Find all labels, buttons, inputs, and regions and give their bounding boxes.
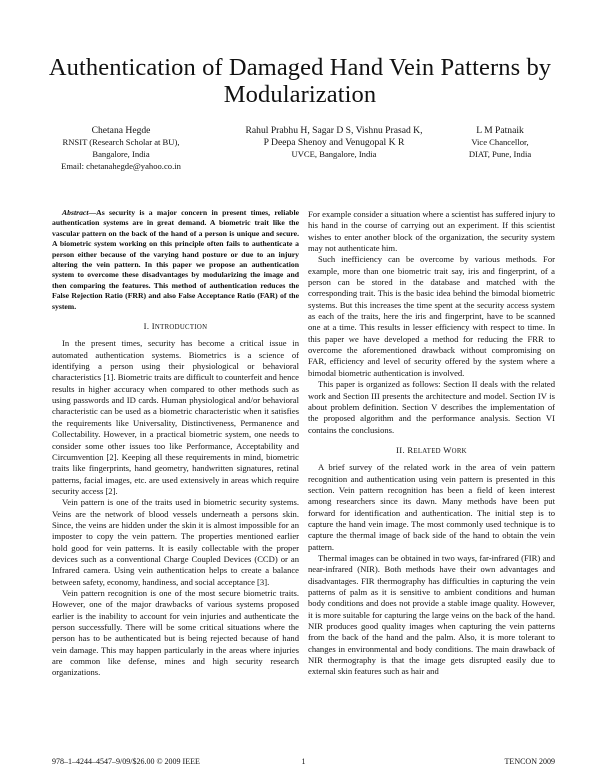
intro-paragraph-2: Vein pattern is one of the traits used in biometric security systems. Veins are the network of blood vessels underneath a persons skin. Since, the veins are hidden under the skin it is almost impossible for an imposter to copy the vein pattern. The properties mentioned earlier hold good for vein patterns. It is easily collectable with the proper devices such as a conventional Charge Coupled Devices (CCD) or an Infrared camera. Using vein authentication helps to create a balance between safety, economy, handiness, and social acceptance [3]. bbox=[52, 497, 299, 587]
author-block bbox=[0, 125, 600, 195]
author-1 bbox=[28, 125, 214, 173]
author-2-affiliation: UVCE, Bangalore, India bbox=[291, 149, 377, 160]
intro-paragraph-4: Such inefficiency can be overcome by various methods. For example, more than one biometric trait say, iris and fingerprint, of a person can be stored in the database and matched with the corresponding trait. This is the basic idea behind the bimodal biometric systems. But this increases the time spent at the security access system as each of the traits, here the iris and fingerprint, have to be scanned one at a time. This results in lesser efficiency with respect to time. In this paper we have developed a method for reducing the FRR to overcome the aforementioned drawback without compromising on FAR, efficiency and level of security offered by the system where a bimodal biometric authentication is involved. bbox=[308, 254, 555, 378]
author-2 bbox=[226, 125, 442, 161]
footer-copyright: 978–1–4244–4547–9/09/$26.00 © 2009 IEEE bbox=[52, 757, 200, 766]
related-paragraph-1: A brief survey of the related work in the area of vein pattern recognition and authentication using vein pattern is presented in this section. Vein pattern recognition has been a field of keen interest among researchers since its dawn. Many methods have been put forward for identification and authentication. The initial step is to capture the hand vein image. The most commonly used technique is to capture the thermal image of back side of the hand to obtain the vein pattern. bbox=[308, 462, 555, 552]
section-heading-related-work bbox=[308, 445, 555, 457]
left-column bbox=[52, 208, 299, 679]
intro-continuation: For example consider a situation where a scientist has suffered injury to his hand in the course of carrying out an experiment. If this scientist wishes to enter another block of the organization, the security system may not authenticate him. bbox=[308, 209, 555, 254]
abstract bbox=[52, 208, 299, 312]
section-2-number: II. bbox=[396, 444, 405, 455]
section-heading-introduction bbox=[52, 321, 299, 333]
author-2-names: Rahul Prabhu H, Sagar D S, Vishnu Prasad K, bbox=[245, 125, 423, 136]
author-3-title: Vice Chancellor, bbox=[471, 137, 529, 148]
author-2-names-cont: P Deepa Shenoy and Venugopal K R bbox=[263, 137, 405, 149]
section-2-rest-2: ORK bbox=[451, 447, 467, 455]
author-1-name: Chetana Hegde bbox=[91, 125, 151, 136]
intro-paragraph-1: In the present times, security has become a critical issue in automated authentication systems. Biometrics is a science of identifying a person using their physiological or behavioral characteristics [1]. Biometric traits are difficult to counterfeit and hence results in higher accuracy when compared to other methods such as using passwords and ID cards. Human physiological and/or behavioral characteristic can be used as a biometric characteristic when it satisfies the requirements like Universality, Distinctiveness, Permanence and Collectability. However, in a practical biometric system, one needs to consider some other issues too like Performance, Acceptability and Circumvention [2]. Keeping all these requirements in mind, biometric traits like fingerprints, hand geometry, handwritten signatures, retinal patterns, facial images, etc. are used extensively in areas which require security access [2]. bbox=[52, 338, 299, 496]
author-3 bbox=[446, 125, 554, 161]
author-1-location: Bangalore, India bbox=[92, 149, 150, 159]
author-3-affiliation: DIAT, Pune, India bbox=[468, 149, 532, 159]
paper-title: Authentication of Damaged Hand Vein Patterns by Modularization bbox=[48, 54, 552, 108]
intro-paragraph-3: Vein pattern recognition is one of the most secure biometric traits. However, one of the major drawbacks of various systems proposed earlier is the inability to account for vein injuries and authenticate the person successfully. There will be some critical situations where the person has to be authenticated but is being rejected because of hand vein damage. This may happen particularly in the areas where injuries are common like defense, mines and high security research organizations. bbox=[52, 587, 299, 678]
page-footer bbox=[52, 757, 555, 769]
abstract-lead: Abstract bbox=[62, 208, 89, 217]
author-1-affiliation: RNSIT (Research Scholar at BU), bbox=[62, 137, 180, 148]
section-2-initial-2: W bbox=[443, 444, 452, 455]
section-2-initial-1: R bbox=[407, 444, 414, 455]
abstract-text: —As security is a major concern in present times, reliable authentication systems are in great demand. A biometric trait like the vascular pattern on the back of the hand of a person is unique and secure. A biometric system working on this principle often fails to authenticate a person either because of the varying hand posture or due to an injury altering the vein pattern. In this paper we propose an authentication system to overcome these disadvantages by modularizing the image and then comparing the features. This method of authentication reduces the False Rejection Ratio (FRR) and also False Acceptance Ratio (FAR) of the system. bbox=[52, 208, 299, 311]
intro-paragraph-5: This paper is organized as follows: Section II deals with the related work and Section III presents the architecture and model. Section IV is about problem definition. Section V describes the implementation of the proposed algorithm and the performance analysis. Section VI contains the conclusions. bbox=[308, 379, 555, 435]
section-1-rest: NTRODUCTION bbox=[154, 324, 208, 332]
section-2-rest-1: ELATED bbox=[413, 447, 441, 455]
section-1-number: I. bbox=[143, 321, 150, 332]
page-number: 1 bbox=[301, 757, 306, 766]
section-1-initial: I bbox=[151, 321, 155, 332]
author-3-name: L M Patnaik bbox=[476, 125, 524, 136]
author-1-email: Email: chetanahegde@yahoo.co.in bbox=[61, 160, 181, 171]
footer-conference: TENCON 2009 bbox=[504, 757, 555, 766]
right-column bbox=[308, 209, 555, 678]
related-paragraph-2: Thermal images can be obtained in two ways, far-infrared (FIR) and near-infrared (NIR). Both methods have their own advantages and disadvantages. FIR thermography has difficulties in capturing the vein patterns of palm as it is sensitive to ambient conditions and human body conditions and does not provide a stable image quality. However, it is more suitable for capturing the large veins on the back of the hand. NIR produces good quality images when capturing the vein patterns from the back of the hand and the palm. Also, it is more tolerant to changes in environmental and body conditions. The main drawback of NIR thermography is that the image gets disrupted easily due to external skin features such as hair and bbox=[308, 552, 555, 677]
